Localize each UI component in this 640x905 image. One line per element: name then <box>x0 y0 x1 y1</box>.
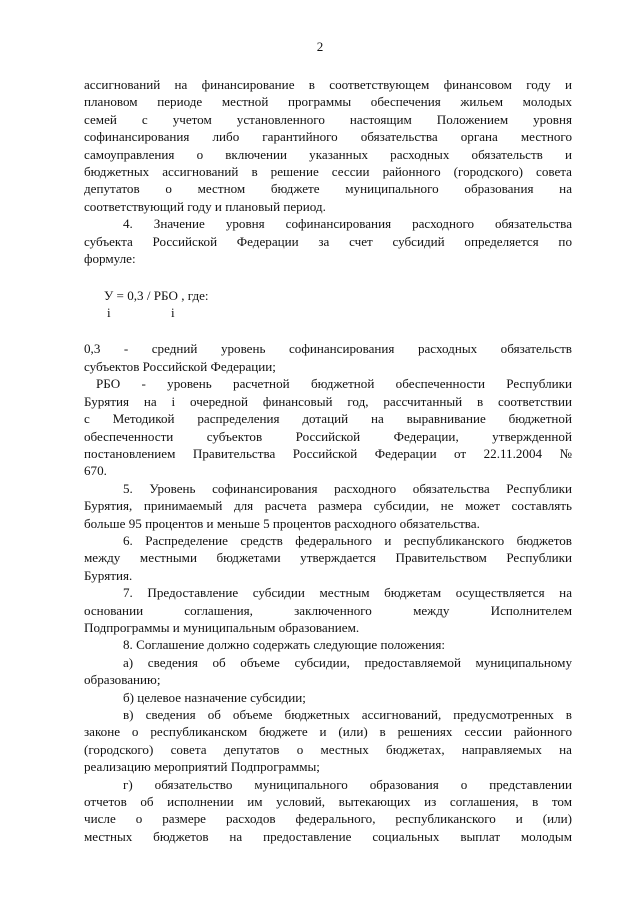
list-item-v <box>84 706 572 776</box>
definition-0-3 <box>84 340 572 375</box>
text-line: основании соглашения, заключенного между Исполнителем <box>84 602 572 618</box>
text-line: самоуправления о включении указанных расходных обязательств и <box>84 146 572 162</box>
formula <box>104 287 572 323</box>
text-line: отчетов об исполнении им условий, вытекающих из соглашения, в том <box>84 794 572 810</box>
text-line: плановом периоде местной программы обеспечения жильем молодых <box>84 94 572 110</box>
paragraph-8 <box>84 636 572 653</box>
text-line: 670. <box>84 463 107 479</box>
text-line: 6. Распределение средств федерального и республиканского бюджетов <box>123 532 572 548</box>
text-line: бюджетных ассигнований в решение сессии районного (городского) совета <box>84 164 572 180</box>
text-line: между местными бюджетами утверждается Правительством Республики <box>84 550 572 566</box>
text-line: субъекта Российской Федерации за счет субсидий определяется по <box>84 233 572 249</box>
text-line: 8. Соглашение должно содержать следующие положения: <box>123 637 445 653</box>
text-line: формуле: <box>84 251 136 267</box>
paragraph-7 <box>84 584 572 636</box>
text-line: РБО - уровень расчетной бюджетной обеспеченности Республики <box>96 376 572 392</box>
text-line: постановлением Правительства Российской Федерации от 22.11.2004 № <box>84 445 572 461</box>
text-line: ассигнований на финансирование в соответствующем финансовом году и <box>84 77 572 92</box>
paragraph-5 <box>84 480 572 532</box>
list-item-b <box>84 689 572 706</box>
paragraph-funding <box>84 76 572 215</box>
text-line: Бурятия на i очередной финансовый год, рассчитанный в соответствии <box>84 393 572 409</box>
text-line: обеспеченности субъектов Российской Федерации, утвержденной <box>84 428 572 444</box>
text-line: софинансирования либо гарантийного обязательства органа местного <box>84 129 572 145</box>
text-line: законе о республиканском бюджете и (или) в решениях сессии районного <box>84 724 572 740</box>
formula-subscript: i <box>171 305 175 321</box>
text-line: г) обязательство муниципального образования о представлении <box>123 776 572 792</box>
text-line: 0,3 - средний уровень софинансирования расходных обязательств <box>84 341 572 357</box>
text-line: депутатов о местном бюджете муниципального образования на <box>84 181 572 197</box>
text-line: 4. Значение уровня софинансирования расходного обязательства <box>123 216 572 232</box>
text-line: образованию; <box>84 672 161 688</box>
text-line: а) сведения об объеме субсидии, предоставляемой муниципальному <box>123 654 572 670</box>
text-line: соответствующий году и плановый период. <box>84 198 326 214</box>
text-line: субъектов Российской Федерации; <box>84 358 276 374</box>
text-line: в) сведения об объеме бюджетных ассигнований, предусмотренных в <box>123 707 572 722</box>
text-line: реализацию мероприятий Подпрограммы; <box>84 759 320 775</box>
page-number: 2 <box>316 39 324 54</box>
text-line: (городского) совета депутатов о местных бюджетах, направляемых на <box>84 741 572 757</box>
list-item-a <box>84 654 572 689</box>
text-line: местных бюджетов на предоставление социальных выплат молодым <box>84 828 572 844</box>
text-line: Бурятия, принимаемый для расчета размера субсидии, не может составлять <box>84 498 572 514</box>
document-body <box>84 76 572 845</box>
text-line: числе о размере расходов федерального, республиканского и (или) <box>84 811 572 827</box>
text-line: б) целевое назначение субсидии; <box>123 689 306 705</box>
text-line: Бурятия. <box>84 567 133 583</box>
text-line: 5. Уровень софинансирования расходного обязательства Республики <box>123 480 572 496</box>
formula-subscript: i <box>107 305 111 321</box>
paragraph-6 <box>84 532 572 584</box>
text-line: больше 95 процентов и меньше 5 процентов расходного обязательства. <box>84 515 480 531</box>
text-line: семей с учетом установленного настоящим Положением уровня <box>84 111 572 127</box>
text-line: 7. Предоставление субсидии местным бюджетам осуществляется на <box>123 585 572 601</box>
paragraph-4 <box>84 215 572 267</box>
text-line: Подпрограммы и муниципальным образованием. <box>84 619 360 635</box>
list-item-g <box>84 776 572 846</box>
formula-main: У = 0,3 / РБО , где: <box>104 288 209 304</box>
text-line: с Методикой распределения дотаций на выравнивание бюджетной <box>84 411 572 427</box>
definition-rbo <box>84 375 572 479</box>
